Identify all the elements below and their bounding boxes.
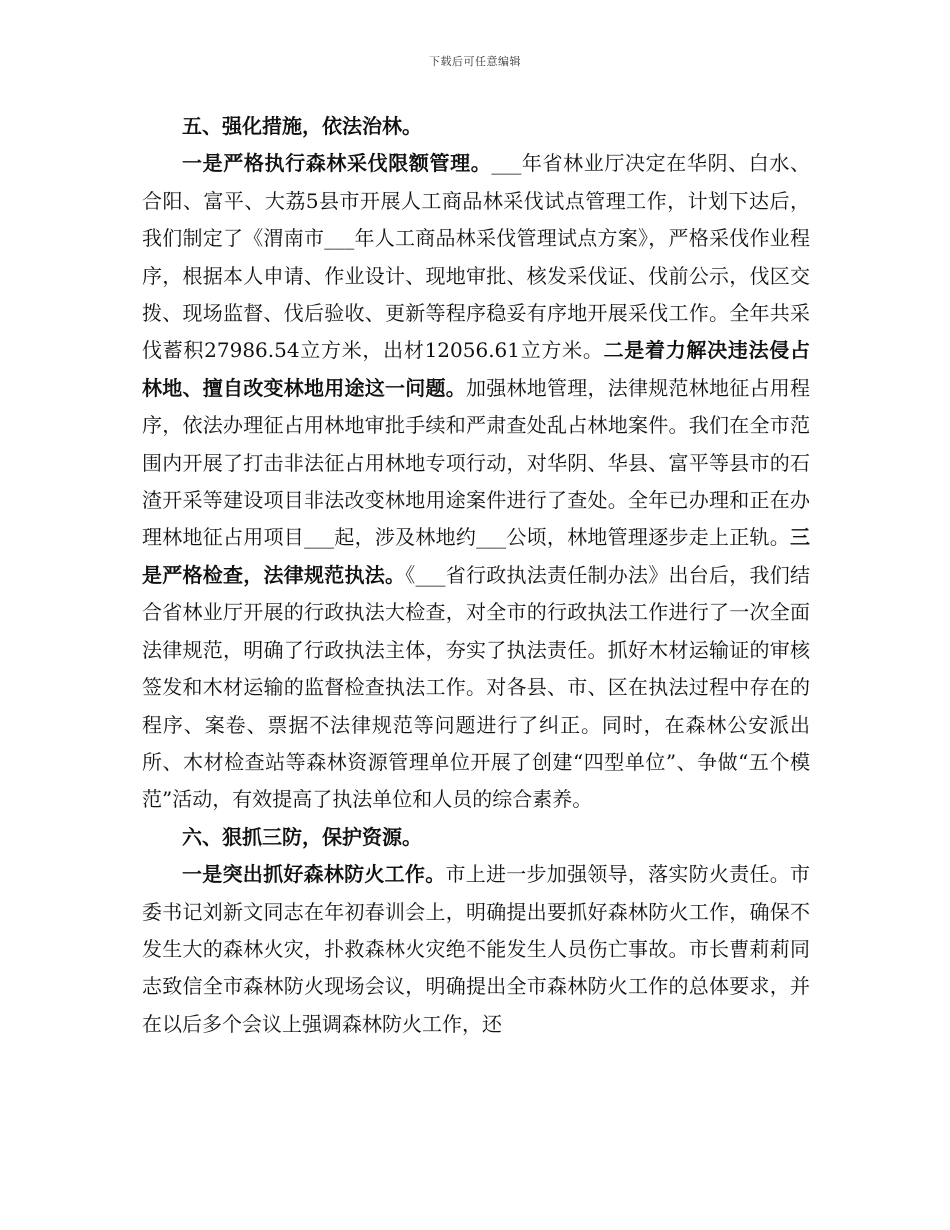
section-5-point-2-lead: 二是着力解决违法侵占林地、擅自改变林地用途这一问题。 (142, 338, 811, 400)
section-6-paragraph (142, 856, 810, 1043)
section-6-point-1-lead: 一是突出抓好森林防火工作。 (182, 862, 446, 887)
page-header-note: 下载后可任意编辑 (429, 55, 521, 68)
document-body (142, 108, 810, 1043)
section-6-heading: 六、狠抓三防，保护资源。 (182, 824, 422, 849)
section-6-point-1-text: 市上进一步加强领导，落实防火责任。市委书记刘新文同志在年初春训会上，明确提出要抓好森林防火工作，确保不发生大的森林火灾，扑救森林火灾绝不能发生人员伤亡事故。市长曹莉莉同志致信全市森林防火现场会议，明确提出全市森林防火工作的总体要求，并在以后多个会议上强调森林防火工作，还 (142, 862, 811, 1036)
section-5-paragraph (142, 145, 810, 818)
section-5-point-3-lead: 三是严格检查，法律规范执法。 (142, 525, 810, 587)
section-5-point-3-text: 《___省行政执法责任制办法》出台后，我们结合省林业厅开展的行政执法大检查，对全市的行政执法工作进行了一次全面法律规范，明确了行政执法主体，夯实了执法责任。抓好木材运输证的审核签发和木材运输的监督检查执法工作。对各县、市、区在执法过程中存在的程序、案卷、票据不法律规范等问题进行了纠正。同时，在森林公安派出所、木材检查站等森林资源管理单位开展了创建“四型单位”、争做“五个模范”活动，有效提高了执法单位和人员的综合素养。 (142, 562, 810, 812)
section-5-point-1-text: ___年省林业厅决定在华阴、白水、合阳、富平、大荔5县市开展人工商品林采伐试点管理工作，计划下达后，我们制定了《渭南市___年人工商品林采伐管理试点方案》，严格采伐作业程序，根据本人申请、作业设计、现地审批、核发采伐证、伐前公示，伐区交拨、现场监督、伐后验收、更新等程序稳妥有序地开展采伐工作。全年共采伐蓄积27986.54立方米，出材12056.61立方米。 (142, 151, 811, 363)
section-5-heading: 五、强化措施，依法治林。 (182, 114, 422, 138)
section-5-point-1-lead: 一是严格执行森林采伐限额管理。 (182, 151, 492, 176)
section-5-point-2-text: 加强林地管理，法律规范林地征占用程序，依法办理征占用林地审批手续和严肃查处乱占林地案件。我们在全市范围内开展了打击非法征占用林地专项行动，对华阴、华县、富平等县市的石渣开采等建设项目非法改变林地用途案件进行了查处。全年已办理和正在办理林地征占用项目___起，涉及林地约___公顷，林地管理逐步走上正轨。 (142, 375, 810, 550)
